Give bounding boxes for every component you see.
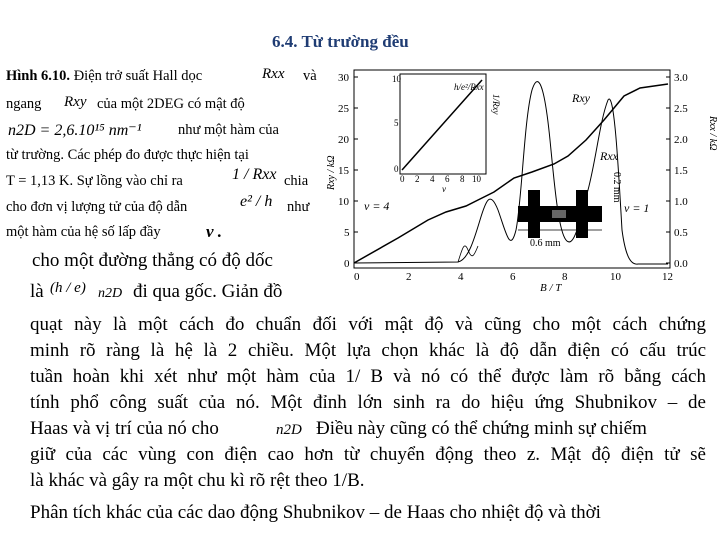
inset-y-tick: 5: [394, 118, 399, 128]
filling-factor-4: ν = 4: [364, 199, 390, 213]
left-tick-label: 20: [338, 134, 349, 146]
x-axis-label: B / T: [540, 282, 562, 292]
right-tick-label: 0.0: [674, 258, 688, 270]
math-n2d-equation: n2D = 2,6.10¹⁵ nm⁻¹: [8, 122, 142, 139]
inset-y-tick: 0: [394, 164, 399, 174]
figure-label: Hình 6.10.: [6, 68, 71, 84]
math-h-over-e: (h / e): [50, 280, 86, 296]
right-tick-label: 1.0: [674, 196, 688, 208]
rxx-label: Rxx: [600, 149, 618, 163]
caption-line-5-end: chia: [284, 173, 309, 189]
left-tick-label: 30: [338, 72, 349, 84]
caption-and: và: [303, 68, 317, 84]
rxy-label: Rxy: [572, 91, 590, 105]
hall-resistance-figure: [318, 60, 718, 292]
caption-text: Điện trở suất Hall dọc: [73, 68, 203, 84]
left-tick-label: 15: [338, 165, 349, 177]
body-line-9: là khác và gây ra một chu kì rõ rệt theo 1/B.: [30, 470, 365, 491]
size-label-06: 0.6 mm: [530, 238, 561, 249]
inset-x-tick: 2: [415, 174, 420, 184]
x-tick-label: 0: [354, 271, 360, 283]
body-line-6: tính phổ công suất của nó. Một đỉnh lớn sinh ra do hiệu ứng Shubnikov – de: [30, 392, 706, 413]
x-tick-label: 8: [562, 271, 568, 283]
caption-line-5: T = 1,13 K. Sự lồng vào chỉ ra: [6, 173, 183, 189]
inset-y-tick: 10: [392, 74, 401, 84]
math-rxx: Rxx: [262, 66, 285, 82]
body-line-5: tuần hoàn khi xét như một hàm của 1/ B và nó có thể được làm rõ bằng cách: [30, 366, 706, 387]
slide-title: 6.4. Từ trường đều: [272, 32, 409, 51]
bottom-axis: [354, 271, 673, 292]
caption-line-3-end: như một hàm của: [178, 122, 279, 138]
caption-line-2: ngang: [6, 96, 42, 112]
caption-line-6-end: như: [287, 199, 310, 215]
inset-y-label: h/e²/Rxx: [454, 82, 484, 92]
body-line-2-end: đi qua gốc. Giản đồ: [133, 281, 283, 302]
left-tick-label: 25: [338, 103, 349, 115]
caption-line-7: một hàm của hệ số lấp đầy: [6, 224, 161, 240]
x-tick-label: 2: [406, 271, 412, 283]
x-tick-label: 12: [662, 271, 673, 283]
right-axis-label: Rxx / kΩ: [707, 116, 718, 151]
math-conductance-quantum: e² / h: [240, 193, 273, 210]
inset-x-tick: 8: [460, 174, 465, 184]
body-line-4: minh rõ ràng là hệ là 2 chiều. Một lựa chọn khác là độ dẫn điện có cấu trúc: [30, 340, 706, 361]
body-line-8: giữ của các vùng con điện cao hơn từ chuyển động theo z. Mật độ điện tử sẽ: [30, 444, 706, 465]
size-label-02: 0.2 mm: [611, 172, 622, 203]
body-line-2-start: là: [30, 281, 44, 302]
left-tick-label: 5: [344, 227, 350, 239]
left-tick-label: 0: [344, 258, 350, 270]
x-tick-label: 4: [458, 271, 464, 283]
right-tick-label: 0.5: [674, 227, 688, 239]
caption-line-4: từ trường. Các phép đo được thực hiện tại: [6, 147, 249, 163]
right-tick-label: 2.5: [674, 103, 688, 115]
math-inverse-rxx: 1 / Rxx: [232, 166, 277, 183]
filling-factor-1: ν = 1: [624, 201, 650, 215]
x-tick-label: 6: [510, 271, 516, 283]
rxx-oscillation-detail: [458, 246, 478, 262]
inset-right-label: 1/Rxy: [491, 94, 501, 115]
body-line-7-end: Điều này cũng có thể chứng minh sự chiếm: [316, 418, 647, 439]
math-n2d-position: n2D: [276, 422, 302, 438]
math-rxy: Rxy: [64, 94, 87, 110]
left-tick-label: 10: [338, 196, 349, 208]
body-line-1: cho một đường thẳng có độ dốc: [32, 250, 273, 271]
inset-x-tick: 0: [400, 174, 405, 184]
right-axis: [666, 72, 688, 270]
x-tick-label: 10: [610, 271, 621, 283]
math-filling-factor: ν .: [206, 222, 223, 241]
body-line-3: quạt này là một cách đo chuẩn đối với mật độ và cũng cho một cách chứng: [30, 314, 706, 335]
left-axis: [338, 72, 358, 270]
body-line-10: Phân tích khác của các dao động Shubnikov – de Haas cho nhiệt độ và thời: [30, 502, 601, 523]
right-tick-label: 1.5: [674, 165, 688, 177]
inset-x-tick: 6: [445, 174, 450, 184]
math-n2d-slope: n2D: [98, 286, 123, 301]
caption-line-1: [6, 68, 202, 85]
right-tick-label: 2.0: [674, 134, 688, 146]
inset-x-tick: 4: [430, 174, 435, 184]
inset-x-tick: 10: [472, 174, 481, 184]
caption-line-2-end: của một 2DEG có mật độ: [97, 96, 245, 112]
caption-line-6: cho đơn vị lượng tử của độ dẫn: [6, 199, 188, 215]
inset-x-label: ν: [442, 184, 446, 194]
left-axis-label: Rxy / kΩ: [326, 155, 337, 190]
body-line-7-start: Haas và vị trí của nó cho: [30, 418, 219, 439]
right-tick-label: 3.0: [674, 72, 688, 84]
hall-bar-sample: [518, 190, 602, 238]
